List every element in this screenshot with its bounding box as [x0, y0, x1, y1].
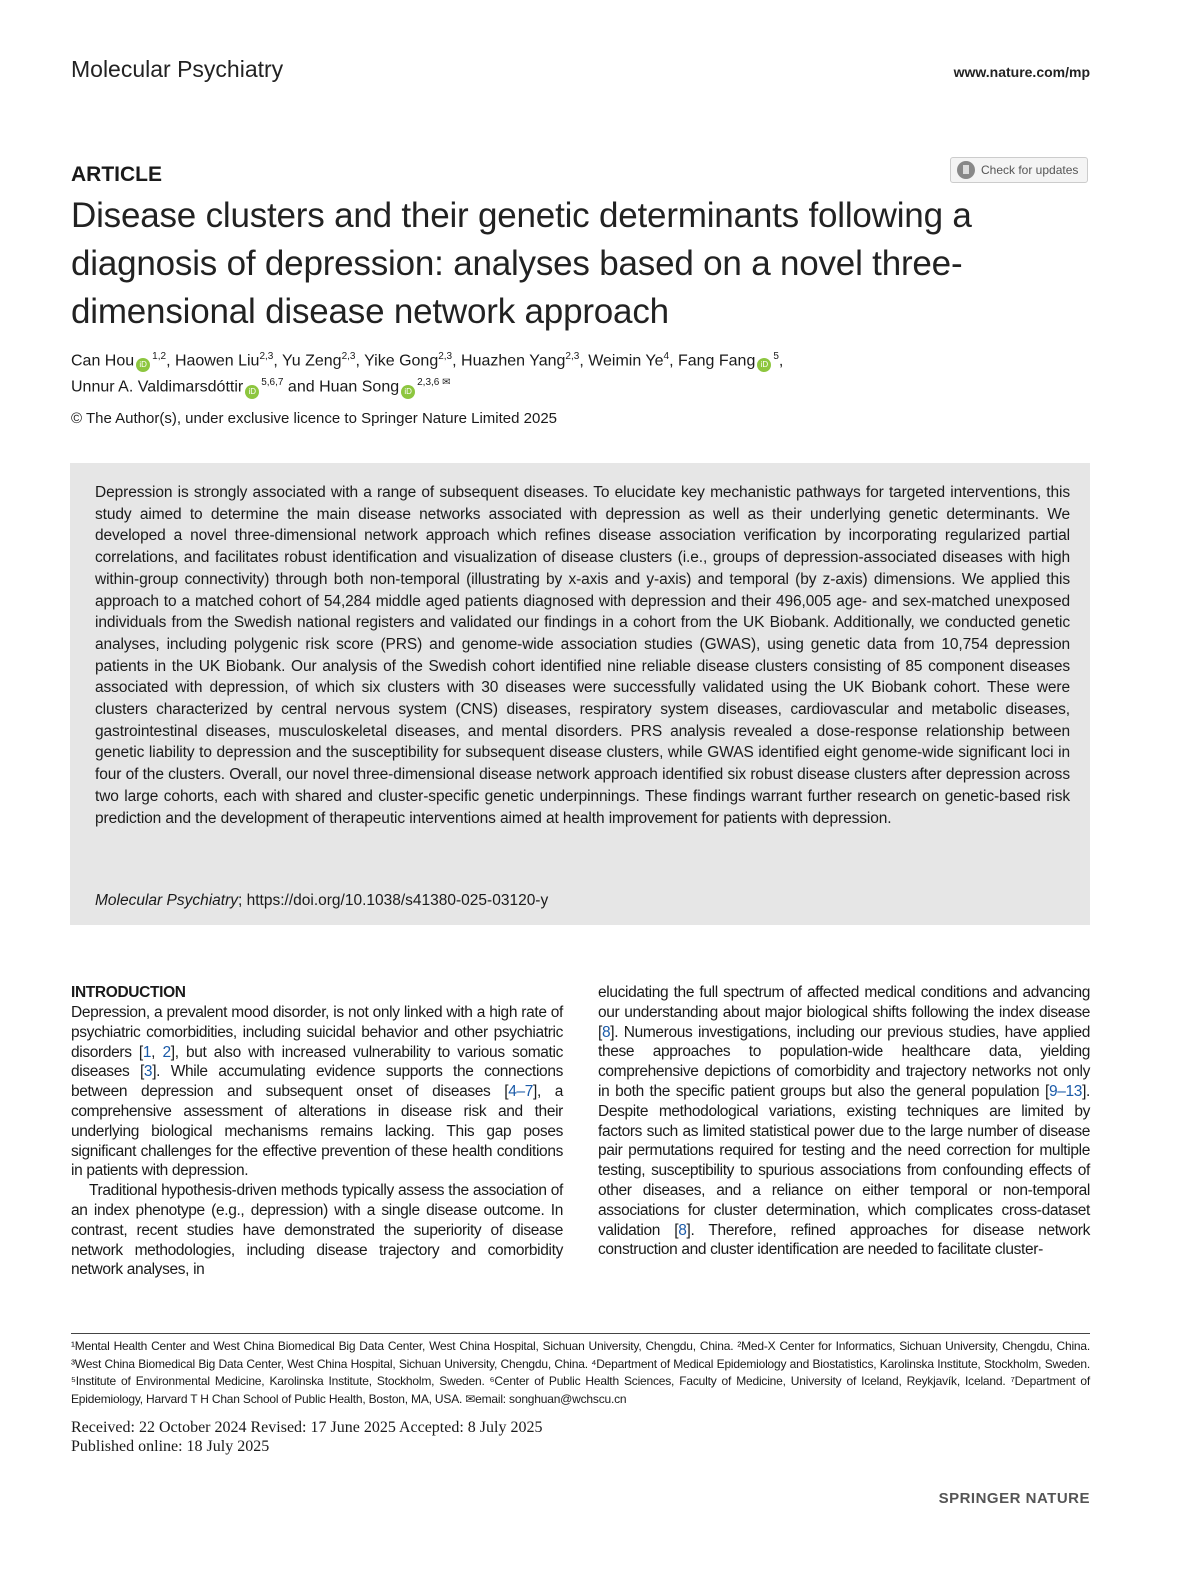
orcid-icon[interactable]: iD: [245, 385, 259, 399]
reference-link[interactable]: 3: [143, 1063, 153, 1081]
affiliations-footnote: ¹Mental Health Center and West China Biomedical Big Data Center, West China Hospital, Sichuan University, Chengdu, China. ²Med-X Center for Informatics, Sichuan University, Chengdu, China. ³West China Biomedical Big Data Center, West China Hospital, Sichuan University, Chengdu, China. ⁴Department of Medical Epidemiology and Biostatistics, Karolinska Institute, Stockholm, Sweden. ⁵Institute of Environmental Medicine, Karolinska Institute, Stockholm, Sweden. ⁶Center of Public Health Sciences, Faculty of Medicine, University of Iceland, Reykjavík, Iceland. ⁷Department of Epidemiology, Harvard T H Chan School of Public Health, Boston, MA, USA. ✉email: songhuan@wchscu.cn: [71, 1339, 1090, 1406]
author-name: Weimin Ye: [588, 352, 664, 370]
author-affiliation: 2,3,6 ✉: [417, 377, 451, 389]
author-affiliation: 2,3: [341, 351, 356, 362]
intro-right-column: [598, 983, 1090, 1260]
publication-dates: [71, 1418, 542, 1456]
reference-link[interactable]: 9–13: [1048, 1082, 1083, 1100]
orcid-icon[interactable]: iD: [136, 358, 150, 372]
article-type-label: ARTICLE: [71, 163, 162, 186]
received-revised-accepted: Received: 22 October 2024 Revised: 17 June 2025 Accepted: 8 July 2025: [71, 1419, 543, 1436]
intro-left-column: [71, 983, 563, 1280]
check-for-updates-button[interactable]: [950, 157, 1088, 183]
reference-link[interactable]: 8: [678, 1221, 687, 1239]
author-affiliation: 4: [663, 351, 670, 362]
footnote-divider: [71, 1333, 1090, 1334]
reference-link[interactable]: 4–7: [508, 1083, 534, 1101]
orcid-icon[interactable]: iD: [401, 385, 415, 399]
orcid-icon[interactable]: iD: [757, 358, 771, 372]
published-online: Published online: 18 July 2025: [71, 1438, 270, 1455]
abstract-text: Depression is strongly associated with a range of subsequent diseases. To elucidate key mechanistic pathways for targeted interventions, this study aimed to determine the main disease networks associated with depression as well as their underlying genetic determinants. We developed a novel three-dimensional network approach which refines disease association verification by incorporating regularized partial correlations, and facilitates robust identification and visualization of disease clusters (i.e., groups of depression-associated diseases with high within-group connectivity) through both non-temporal (illustrating by x-axis and y-axis) and temporal (by z-axis) dimensions. We applied this approach to a matched cohort of 54,284 middle aged patients diagnosed with depression and their 496,005 age- and sex-matched unexposed individuals from the Swedish national registers and validated our findings in a cohort from the UK Biobank. Additionally, we conducted genetic analyses, including polygenic risk score (PRS) and genome-wide association studies (GWAS), using genetic data from 10,754 depression patients in the UK Biobank. Our analysis of the Swedish cohort identified nine reliable disease clusters consisting of 85 component diseases associated with depression, of which six clusters with 30 diseases were successfully validated using the UK Biobank cohort. These were clusters characterized by central nervous system (CNS) diseases, respiratory system diseases, cardiovascular and metabolic diseases, gastrointestinal diseases, musculoskeletal diseases, and mental disorders. PRS analysis revealed a dose-response relationship between genetic liability to depression and the susceptibility for subsequent disease clusters, while GWAS identified eight genome-wide significant loci in four of the clusters. Overall, our novel three-dimensional disease network approach identified six robust disease clusters after depression across two large cohorts, each with shared and cluster-specific genetic underpinnings. These findings warrant further research on genetic-based risk prediction and the development of therapeutic interventions aimed at health improvement for patients with depression.: [95, 484, 1070, 827]
author-name: Haowen Liu: [174, 352, 260, 370]
check-for-updates-label: Check for updates: [981, 163, 1079, 177]
intro-paragraph-2: Traditional hypothesis-driven methods typically assess the association of an index phenotype (e.g., depression) with a single disease outcome. In contrast, recent studies have demonstrated the superiority of disease network methodologies, including disease trajectory and comorbidity network analyses, in: [71, 1182, 563, 1279]
author-affiliation: 2,3: [259, 351, 274, 362]
intro-paragraph-1: Depression, a prevalent mood disorder, is not only linked with a high rate of psychiatric comorbidities, including suicidal behavior and other psychiatric disorders [1, 2], but also with increased vulnerability to various somatic diseases [3]. While accumulating evidence supports the connections between depression and subsequent onset of diseases [4–7], a comprehensive assessment of alterations in disease risk and their underlying biological mechanisms remains lacking. This gap poses significant challenges for the effective prevention of these health conditions in patients with depression.: [71, 1004, 564, 1180]
intro-paragraph-2-continued: elucidating the full spectrum of affected medical conditions and advancing our understanding about major biological shifts following the index disease [8]. Numerous investigations, including our previous studies, have applied these approaches to population-wide healthcare data, yielding comprehensive depictions of comorbidity and trajectory networks not only in both the specific patient groups but also the general population [9–13]. Despite methodological variations, existing techniques are limited by factors such as limited statistical power due to the large number of disease pair permutations required for testing and the need correction for multiple testing, susceptibility to spurious associations from confounding effects of other diseases, and a reliance on either temporal or non-temporal associations for cluster determination, which complicates cross-dataset validation [8]. Therefore, refined approaches for disease network construction and cluster identification are needed to facilitate cluster-: [598, 984, 1090, 1259]
author-name: Can Hou: [71, 352, 135, 370]
citation-journal: Molecular Psychiatry: [95, 892, 238, 909]
author-affiliation: 5: [773, 351, 779, 362]
author-name: Fang Fang: [677, 352, 756, 370]
bookmark-icon: [957, 161, 975, 179]
citation-line: [95, 892, 548, 910]
citation-doi[interactable]: ; https://doi.org/10.1038/s41380-025-03120-y: [238, 892, 549, 909]
reference-link[interactable]: 8: [601, 1023, 611, 1041]
author-affiliation: 5,6,7: [261, 377, 284, 389]
reference-link[interactable]: 2: [162, 1043, 171, 1061]
article-title: Disease clusters and their genetic determinants following a diagnosis of depression: analyses based on a novel three-dimensional disease network approach: [71, 196, 972, 331]
copyright-notice: © The Author(s), under exclusive licence to Springer Nature Limited 2025: [71, 410, 558, 427]
author-affiliation: 2,3: [438, 351, 453, 362]
journal-name: Molecular Psychiatry: [71, 56, 284, 82]
author-name: Unnur A. Valdimarsdóttir: [71, 378, 244, 396]
publisher-logo: SPRINGER NATURE: [938, 1490, 1090, 1507]
author-name: Huan Song: [319, 378, 400, 396]
author-name: Yu Zeng: [281, 352, 342, 370]
author-name: Huazhen Yang: [461, 352, 566, 370]
section-heading-introduction: INTRODUCTION: [71, 984, 186, 1001]
journal-website-link[interactable]: www.nature.com/mp: [953, 64, 1090, 80]
author-list: Can Hou iD$^{1,2}$, Haowen Liu$^{2,3}$, Yu Zeng$^{2,3}$, Yike Gong$^{2,3}$, Huazhen Yang$^{2,3}$, Weimin Ye$^4$, Fang Fang $iD^5$, Unnur A. Valdimarsdóttir iD$^{5,6,7}$ and Huan Song $iD^{2,3,6 ✉}$: [71, 346, 1091, 399]
reference-link[interactable]: 1: [142, 1043, 152, 1061]
author-affiliation: 1,2: [152, 351, 167, 362]
author-affiliation: 2,3: [565, 351, 580, 362]
author-name: Yike Gong: [364, 352, 439, 370]
